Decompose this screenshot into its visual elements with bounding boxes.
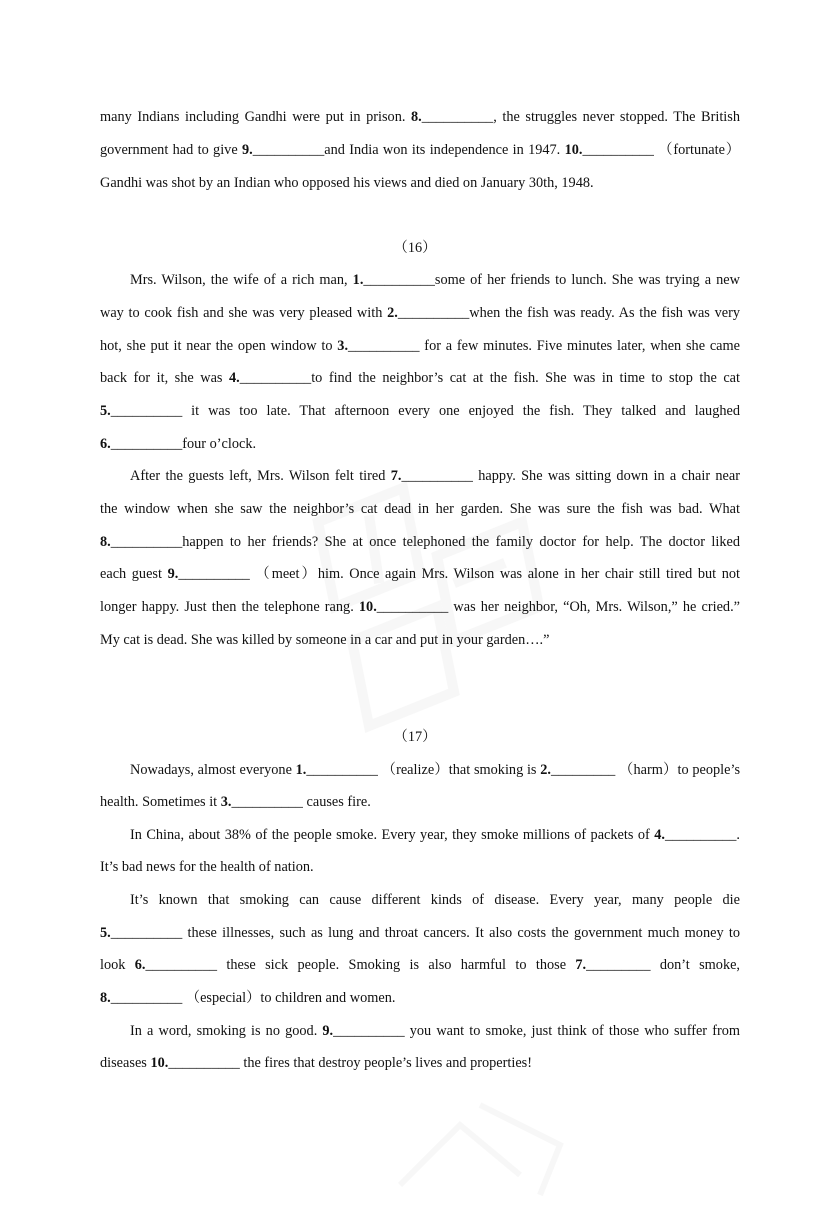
text-line: It’s known that smoking can cause different kinds of disease. Every year, many people die — [130, 892, 740, 908]
text-line: It’s bad news for the health of nation. — [100, 859, 314, 875]
text-line: Mrs. Wilson, the wife of a rich man, 1.__________some of her friends to lunch. She was trying a new — [130, 272, 740, 288]
text-line: 5.__________ these illnesses, such as lung and throat cancers. It also costs the government much money to — [100, 925, 740, 941]
text-line: longer happy. Just then the telephone rang. 10.__________ was her neighbor, “Oh, Mrs. Wilson,” he cried.” — [100, 599, 740, 615]
text-line: back for it, she was 4.__________to find the neighbor’s cat at the fish. She was in time to stop the cat — [100, 370, 740, 386]
text-line: 8.__________happen to her friends? She at once telephoned the family doctor for help. The doctor liked — [100, 534, 740, 550]
text-line: 5.__________ it was too late. That afternoon every one enjoyed the fish. They talked and laughed — [100, 403, 740, 419]
text-line: After the guests left, Mrs. Wilson felt tired 7.__________ happy. She was sitting down in a chair near — [130, 468, 741, 484]
text-line: In China, about 38% of the people smoke. Every year, they smoke millions of packets of 4.__________. — [130, 827, 740, 843]
text-line: My cat is dead. She was killed by someone in a car and put in your garden….” — [100, 632, 550, 648]
text-line: each guest 9.__________ （meet）him. Once again Mrs. Wilson was alone in her chair still tired but not — [100, 566, 740, 582]
section-heading-16: （16） — [393, 240, 437, 256]
text-line: In a word, smoking is no good. 9.__________ you want to smoke, just think of those who suffer from — [130, 1023, 740, 1039]
text-line: hot, she put it near the open window to 3.__________ for a few minutes. Five minutes later, when she came — [100, 338, 740, 354]
text-line: many Indians including Gandhi were put in prison. 8.__________, the struggles never stopped. The British — [100, 109, 740, 125]
text-line: way to cook fish and she was very pleased with 2.__________when the fish was ready. As the fish was very — [100, 305, 740, 321]
text-line: diseases 10.__________ the fires that destroy people’s lives and properties! — [100, 1055, 533, 1071]
text-line: government had to give 9.__________and India won its independence in 1947. 10.__________ （fortunate） — [100, 142, 740, 158]
text-line: Nowadays, almost everyone 1.__________ （realize）that smoking is 2._________ （harm）to people’s — [130, 762, 741, 778]
text-line: the window when she saw the neighbor’s cat dead in her garden. She was sure the fish was bad. What — [100, 501, 740, 517]
watermark-seal-icon-bottom — [380, 1085, 580, 1205]
text-line: Gandhi was shot by an Indian who opposed his views and died on January 30th, 1948. — [100, 175, 594, 191]
text-line: 6.__________four o’clock. — [100, 436, 257, 452]
text-line: 8.__________ （especial）to children and women. — [100, 990, 396, 1006]
section-heading-17: （17） — [393, 729, 437, 745]
text-line: look 6.__________ these sick people. Smoking is also harmful to those 7._________ don’t smoke, — [100, 957, 741, 973]
text-line: health. Sometimes it 3.__________ causes fire. — [100, 794, 371, 810]
